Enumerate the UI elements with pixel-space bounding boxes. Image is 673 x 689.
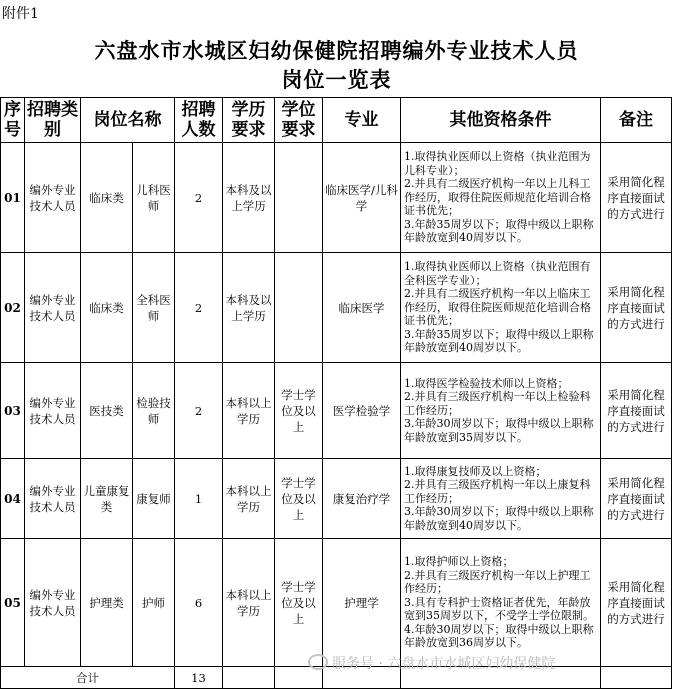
row-note: 采用简化程序直接面试的方式进行	[601, 459, 672, 539]
row-post-class: 儿童康复类	[81, 459, 133, 539]
row-note: 采用简化程序直接面试的方式进行	[601, 539, 672, 667]
condition-line: 3.年龄30周岁以下；取得中级以上职称年龄放宽到40周岁以下。	[404, 505, 594, 532]
row-note: 采用简化程序直接面试的方式进行	[601, 363, 672, 459]
row-post-name: 儿科医师	[133, 143, 175, 253]
total-empty	[601, 667, 672, 689]
header-count: 招聘人数	[175, 98, 223, 143]
total-label: 合计	[1, 667, 175, 689]
row-seq: 02	[1, 253, 25, 363]
row-education: 本科以上学历	[223, 539, 275, 667]
document-subtitle: 岗位一览表	[281, 67, 392, 92]
row-category: 编外专业技术人员	[25, 363, 81, 459]
watermark-text: 服务号 · 六盘水市水城区妇幼保健院	[332, 656, 556, 672]
row-post-name: 康复师	[133, 459, 175, 539]
condition-line: 3.年龄35周岁以下；取得中级以上职称年龄放宽到40周岁以下。	[404, 217, 594, 245]
row-major: 临床医学	[323, 253, 401, 363]
row-category: 编外专业技术人员	[25, 539, 81, 667]
total-count: 13	[175, 667, 223, 689]
row-count: 1	[175, 459, 223, 539]
row-category: 编外专业技术人员	[25, 459, 81, 539]
table-row	[1, 253, 672, 363]
document-title: 六盘水市水城区妇幼保健院招聘编外专业技术人员	[94, 38, 579, 63]
row-education: 本科以上学历	[223, 459, 275, 539]
row-post-name: 全科医师	[133, 253, 175, 363]
table-row	[1, 143, 672, 253]
row-count: 2	[175, 143, 223, 253]
row-degree	[275, 253, 323, 363]
condition-line: 1.取得执业医师以上资格（执业范围为儿科专业）；	[404, 149, 591, 177]
condition-line: 1.取得执业医师以上资格（执业范围有全科医学专业）；	[404, 259, 591, 287]
row-conditions	[401, 253, 601, 363]
row-major: 临床医学/儿科学	[323, 143, 401, 253]
row-category: 编外专业技术人员	[25, 143, 81, 253]
total-empty	[223, 667, 275, 689]
header-category: 招聘类别	[25, 98, 81, 143]
row-major: 护理学	[323, 539, 401, 667]
header-education: 学历要求	[223, 98, 275, 143]
chat-bubble-icon	[308, 654, 328, 670]
row-conditions	[401, 363, 601, 459]
row-major: 康复治疗学	[323, 459, 401, 539]
row-count: 2	[175, 253, 223, 363]
header-major: 专业	[323, 98, 401, 143]
row-post-class: 护理类	[81, 539, 133, 667]
row-degree: 学士学位及以上	[275, 539, 323, 667]
header-conditions: 其他资格条件	[401, 98, 601, 143]
condition-line: 1.取得康复技师及以上资格；	[404, 464, 547, 478]
condition-line: 4.年龄30周岁以下；取得中级以上职称年龄放宽到36周岁以下。	[404, 622, 594, 650]
header-row	[1, 98, 672, 143]
condition-line: 3.年龄30周岁以下；取得中级以上职称年龄放宽到35周岁以下。	[404, 417, 594, 444]
header-post-name: 岗位名称	[81, 98, 175, 143]
row-degree: 学士学位及以上	[275, 363, 323, 459]
row-post-class: 临床类	[81, 143, 133, 253]
row-seq: 01	[1, 143, 25, 253]
watermark	[308, 653, 555, 673]
row-count: 6	[175, 539, 223, 667]
row-major: 医学检验学	[323, 363, 401, 459]
row-degree: 学士学位及以上	[275, 459, 323, 539]
header-note: 备注	[601, 98, 672, 143]
row-conditions	[401, 539, 601, 667]
row-seq: 04	[1, 459, 25, 539]
condition-line: 2.并具有二级医疗机构一年以上儿科工作经历，取得住院医师规范化培训合格证书优先；	[404, 177, 591, 218]
condition-line: 3.年龄35周岁以下；取得中级以上职称年龄放宽到40周岁以下。	[404, 327, 594, 355]
header-seq: 序号	[1, 98, 25, 143]
job-table	[0, 97, 672, 689]
condition-line: 2.并具有三级医疗机构一年以上检验科工作经历；	[404, 390, 591, 417]
row-note: 采用简化程序直接面试的方式进行	[601, 143, 672, 253]
row-category: 编外专业技术人员	[25, 253, 81, 363]
row-seq: 05	[1, 539, 25, 667]
row-education: 本科及以上学历	[223, 143, 275, 253]
row-post-name: 检验技师	[133, 363, 175, 459]
row-degree	[275, 143, 323, 253]
row-seq: 03	[1, 363, 25, 459]
row-conditions	[401, 459, 601, 539]
row-conditions	[401, 143, 601, 253]
row-education: 本科及以上学历	[223, 253, 275, 363]
table-row	[1, 539, 672, 667]
row-count: 2	[175, 363, 223, 459]
row-note: 采用简化程序直接面试的方式进行	[601, 253, 672, 363]
row-post-class: 临床类	[81, 253, 133, 363]
row-education: 本科以上学历	[223, 363, 275, 459]
table-row	[1, 459, 672, 539]
condition-line: 1.取得医学检验技术师以上资格；	[404, 376, 569, 390]
table-row	[1, 363, 672, 459]
row-post-class: 医技类	[81, 363, 133, 459]
condition-line: 1.取得护师以上资格；	[404, 554, 514, 568]
attachment-label: 附件1	[2, 6, 39, 22]
condition-line: 2.并具有三级医疗机构一年以上康复科工作经历；	[404, 478, 591, 505]
header-degree: 学位要求	[275, 98, 323, 143]
condition-line: 2.并具有三级医疗机构一年以上护理工作经历；	[404, 568, 591, 596]
row-post-name: 护师	[133, 539, 175, 667]
condition-line: 3.具有专科护士资格证者优先，年龄放宽到35周岁以下，不受学士学位限制。	[404, 595, 594, 623]
condition-line: 2.并具有二级医疗机构一年以上临床工作经历，取得住院医师规范化培训合格证书优先；	[404, 287, 591, 328]
